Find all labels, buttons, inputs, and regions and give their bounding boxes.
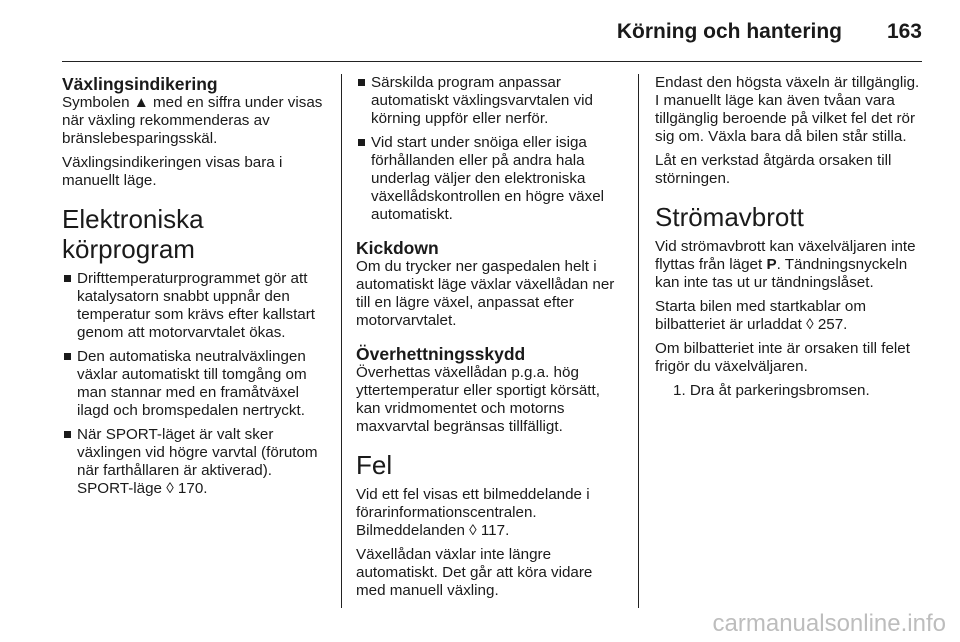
bullet-text: Drifttemperaturprogrammet gör att katalysatorn snabbt uppnår den temperatur som krävs efter kallstart genom att motorvarvtalet ökas. xyxy=(77,270,316,341)
paragraph: Om bilbatteriet inte är orsaken till felet frigör du växelväljaren. xyxy=(655,340,910,375)
column-1 xyxy=(62,74,328,504)
heading-fel: Fel xyxy=(356,450,393,480)
bullet-item xyxy=(62,426,328,498)
heading-elektroniska-korprogram: Elektroniska körprogram xyxy=(62,204,204,264)
paragraph: Låt en verkstad åtgärda orsaken till störningen. xyxy=(655,152,892,187)
bullet-item xyxy=(356,74,622,128)
paragraph: Om du trycker ner gaspedalen helt i automatiskt läge växlar växellådan ner till en lägre växel, anpassat efter motorvarvtalet. xyxy=(356,258,615,329)
column-divider-2 xyxy=(638,74,639,608)
bullet-square-icon xyxy=(358,79,365,86)
paragraph: Symbolen ▲ med en siffra under visas när växling rekommenderas av bränslebesparingsskäl. xyxy=(62,94,323,147)
paragraph xyxy=(655,238,921,292)
page-number: 163 xyxy=(886,20,922,43)
paragraph: Växlingsindikeringen visas bara i manuellt läge. xyxy=(62,154,283,189)
paragraph: Vid ett fel visas ett bilmeddelande i förarinformationscentralen. Bilmeddelanden ◊ 117. xyxy=(356,486,590,539)
bullet-square-icon xyxy=(64,275,71,282)
bullet-text: Särskilda program anpassar automatiskt växlingsvarvtalen vid körning uppför eller nerför. xyxy=(371,74,594,127)
numbered-step: 1. Dra åt parkeringsbromsen. xyxy=(673,382,870,399)
page-header xyxy=(0,0,960,64)
heading-overhettningsskydd: Överhettningsskydd xyxy=(356,344,526,364)
bullet-item xyxy=(356,134,622,224)
watermark: carmanualsonline.info xyxy=(712,610,946,637)
paragraph: Starta bilen med startkablar om bilbatteriet är urladdat ◊ 257. xyxy=(655,298,867,333)
bullet-square-icon xyxy=(64,431,71,438)
heading-vaxlingsindikering: Växlingsindikering xyxy=(62,74,218,94)
text-run: Vid strömavbrott kan växelväljaren inte flyttas från läget xyxy=(655,238,916,273)
bullet-square-icon xyxy=(358,139,365,146)
bullet-item xyxy=(62,270,328,342)
bullet-square-icon xyxy=(64,353,71,360)
column-3 xyxy=(655,74,921,406)
position-p-label: P xyxy=(766,256,777,273)
text-run: . Tändningsnyckeln kan inte tas ut ur tändningslåset. xyxy=(655,256,908,291)
section-title: Körning och hantering xyxy=(616,20,842,43)
header-rule xyxy=(62,61,922,62)
paragraph: Överhettas växellådan p.g.a. hög yttertemperatur eller sportigt körsätt, kan vridmomentet och motorns maxvarvtal begränsas tillfälligt. xyxy=(356,364,600,435)
heading-kickdown: Kickdown xyxy=(356,238,439,258)
heading-stromavbrott: Strömavbrott xyxy=(655,202,804,232)
bullet-text: Vid start under snöiga eller isiga förhållanden eller på andra hala underlag väljer den elektroniska växellådskontrollen en högre växel automatiskt. xyxy=(371,134,605,223)
paragraph: Växellådan växlar inte längre automatiskt. Det går att köra vidare med manuell växling. xyxy=(356,546,593,599)
paragraph: Endast den högsta växeln är tillgänglig. I manuellt läge kan även tvåan vara tillgänglig beroende på vilket fel det rör sig om. Växla bara då bilen står stilla. xyxy=(655,74,920,145)
column-divider-1 xyxy=(341,74,342,608)
column-2 xyxy=(356,74,622,606)
bullet-text: Den automatiska neutralväxlingen växlar automatiskt till tomgång om man stannar med en framåtväxel ilagd och bromspedalen nertryckt. xyxy=(77,348,307,419)
bullet-item xyxy=(62,348,328,420)
bullet-text: När SPORT-läget är valt sker växlingen vid högre varvtal (förutom när farthållaren är aktiverad). SPORT-läge ◊ 170. xyxy=(77,426,318,497)
